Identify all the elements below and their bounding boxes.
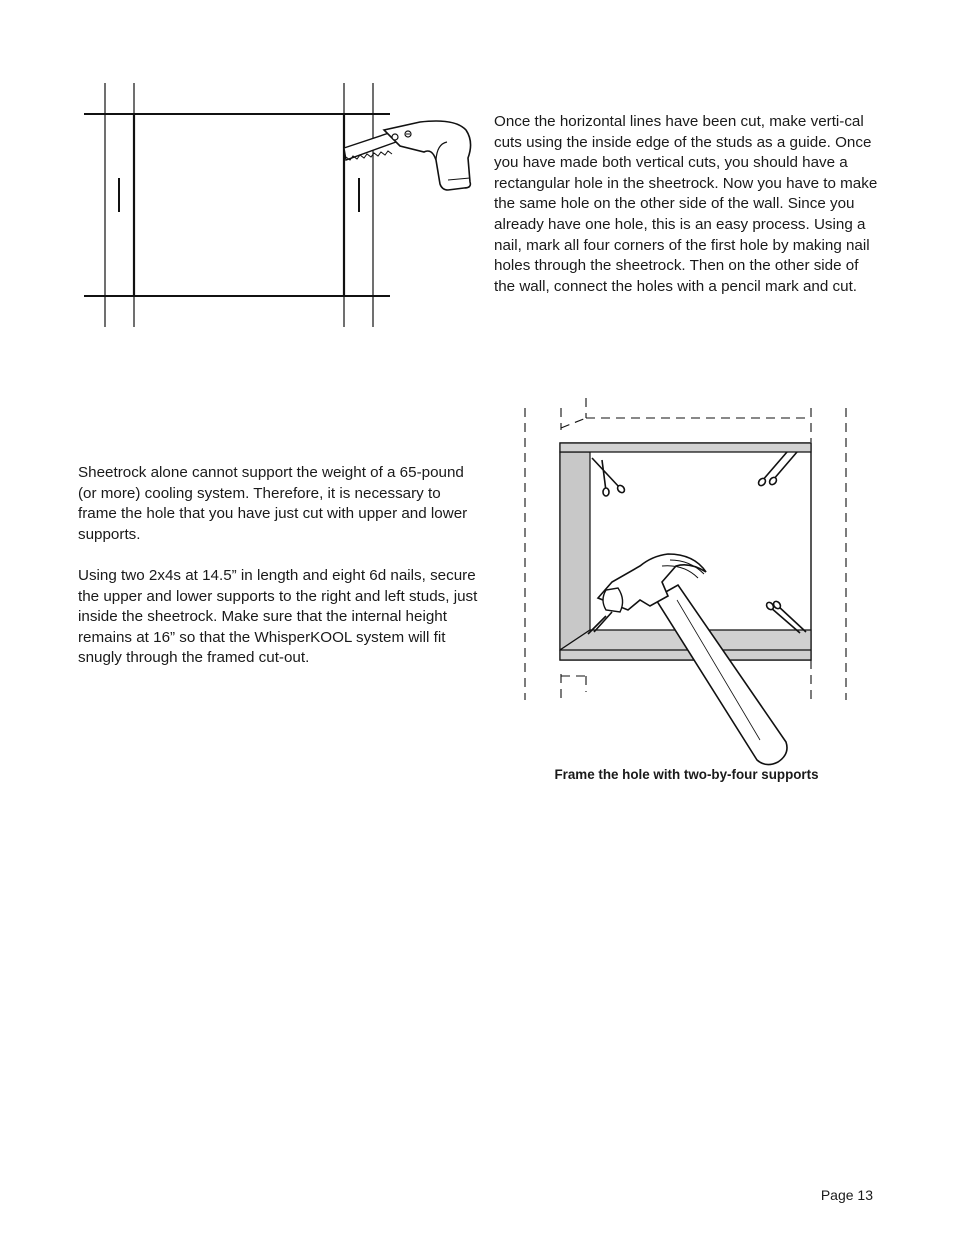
figure-caption: Frame the hole with two-by-four supports [554,767,819,782]
paragraph-vertical-cuts: Once the horizontal lines have been cut, make verti-cal cuts using the inside edge of the studs as a guide. Once you have made both vertical cuts, you should have a rectangular hole in the sheetrock. Now you have to make the same hole on the other side of the wall. Since you already have one hole, this is an easy process. Using a nail, mark all four corners of the first hole by making nail holes through the sheetrock. Then on the other side of the wall, connect the holes with a pencil mark and cut. [494,113,878,295]
paragraph-sheetrock-support: Sheetrock alone cannot support the weight of a 65-pound (or more) cooling system. Therefore, it is necessary to frame the hole that you have just cut with upper and lower supports. [78,464,468,543]
paragraph-using-2x4s: Using two 2x4s at 14.5” in length and eight 6d nails, secure the upper and lower supports to the right and left studs, just inside the sheetrock. Make sure that the internal height remains at 16” so that the WhisperKOOL system will fit snugly through the framed cut-out. [78,567,478,667]
page-number: Page 13 [820,1187,873,1203]
